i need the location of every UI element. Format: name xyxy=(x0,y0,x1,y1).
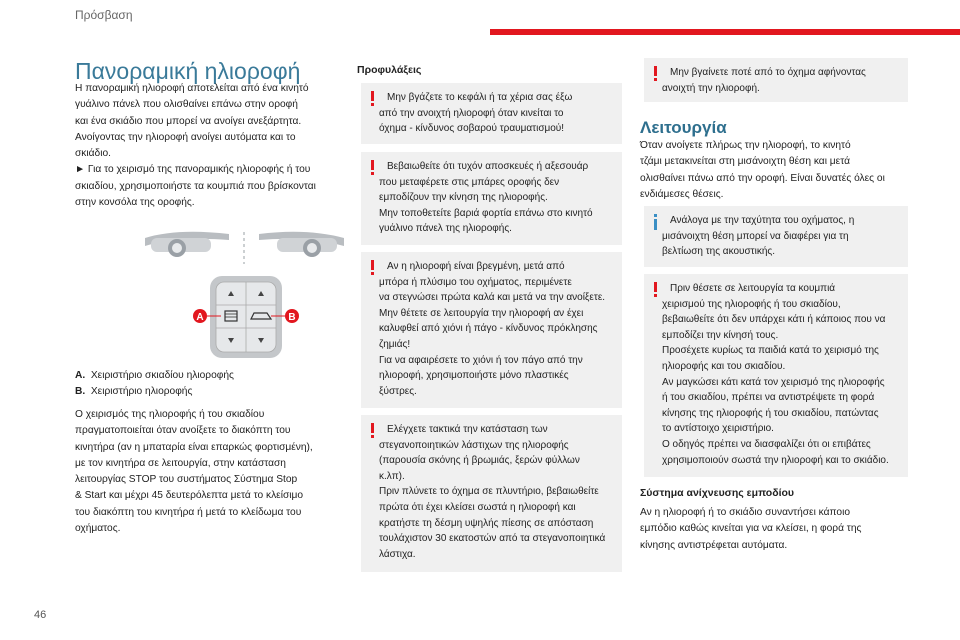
warning-icon xyxy=(371,423,375,437)
warning-box-4: Ελέγχετε τακτικά την κατάσταση των στεγανοποιητικών λάστιχων της ηλιοροφής (παρουσία σκόνης ή βρωμιάς, ξερών φύλλων κ.λπ). Πριν πλύνετε το όχημα σε πλυντήριο, βεβαιωθείτε πρώτα ότι έχει κλείσει σωστά η ηλιοροφή και κρατήστε τη δέσμη υψηλής πίεσης σε απόσταση τουλάχιστον 30 εκατοστών από τα στεγανοποιητικά λάστιχα. xyxy=(361,415,622,572)
header-accent-bar xyxy=(490,29,960,35)
obstacle-paragraph: Αν η ηλιοροφή ή το σκιάδιο συναντήσει κάποιο εμπόδιο καθώς κινείται για να κλείσει, η φορά της κίνησης αντιστρέφεται αυτόματα. xyxy=(640,507,862,551)
page-number: 46 xyxy=(34,609,47,621)
warning-box-top: Μην βγαίνετε ποτέ από το όχημα αφήνοντας ανοιχτή την ηλιοροφή. xyxy=(644,58,908,102)
warning-box-bottom: Πριν θέσετε σε λειτουργία τα κουμπιά χειρισμού της ηλιοροφής ή του σκιαδίου, βεβαιωθείτε ότι δεν υπάρχει κάτι ή κάποιος που να εμποδίζει την κίνησή τους. Προσέχετε κυρίως τα παιδιά κατά το χειρισμό της ηλιοροφής και του σκιαδίου. Αν μαγκώσει κάτι κατά τον χειρισμό της ηλιοροφής ή του σκιαδίου, πρέπει να αντιστρέψετε τη φορά κίνησης της ηλιοροφής ή του σκιαδίου, πατώντας το αντίστοιχο χειριστήριο. Ο οδηγός πρέπει να διασφαλίζει ότι οι επιβάτες χρησιμοποιούν σωστά την ηλιοροφή και το σκιάδιο. xyxy=(644,274,908,477)
legend-a-key: A. xyxy=(75,370,86,381)
callout-legend xyxy=(75,368,335,400)
precautions-heading: Προφυλάξεις xyxy=(357,64,422,76)
obstacle-heading: Σύστημα ανίχνευσης εμποδίου xyxy=(640,487,795,499)
info-box: Ανάλογα με την ταχύτητα του οχήματος, η μισάνοιχτη θέση μπορεί να διαφέρει για τη βελτίωση της ακουστικής. xyxy=(644,206,908,267)
callout-a-label: A xyxy=(196,312,204,323)
sunroof-open-icon xyxy=(145,232,229,257)
warning-box-2: Βεβαιωθείτε ότι τυχόν αποσκευές ή αξεσουάρ που μεταφέρετε στις μπάρες οροφής δεν εμποδίζουν την κίνηση της ηλιοροφής. Μην τοποθετείτε βαριά φορτία επάνω στο κινητό γυάλινο πάνελ της ηλιοροφής. xyxy=(361,152,622,245)
operation-paragraph: Ο χειρισμός της ηλιοροφής ή του σκιαδίου πραγματοποιείται όταν ανοίξετε το διακόπτη του κινητήρα (αν η μπαταρία είναι επαρκώς φορτισμένη), με τον κινητήρα σε λειτουργία, στην κατάσταση λειτουργίας STOP του συστήματος Σύστημα Stop & Start και μέχρι 45 δευτερόλεπτα μετά το κλείσιμο του διακόπτη του κινητήρα ή μετά το κλείδωμα του οχήματος. xyxy=(75,409,313,535)
legend-a-text: Χειριστήριο σκιαδίου ηλιοροφής xyxy=(90,370,234,381)
section-header: Πρόσβαση xyxy=(75,8,133,22)
warning-icon xyxy=(654,282,658,296)
info-icon xyxy=(654,214,658,228)
operation-heading: Λειτουργία xyxy=(640,118,727,137)
operation-intro: Όταν ανοίγετε πλήρως την ηλιοροφή, το κινητό τζάμι μετακινείται στη μισάνοιχτη θέση και μετά ολισθαίνει πάνω από την οροφή. Είναι δυνατές όλες οι ενδιάμεσες θέσεις. xyxy=(640,140,885,200)
warning-box-3: Αν η ηλιοροφή είναι βρεγμένη, μετά από μπόρα ή πλύσιμο του οχήματος, περιμένετε να στεγνώσει πρώτα καλά και μετά να την ανοίξετε. Μην θέτετε σε λειτουργία την ηλιοροφή αν έχει καλυφθεί από χιόνι ή πάγο - κίνδυνος πρόκλησης ζημιάς! Για να αφαιρέσετε το χιόνι ή τον πάγο από την ηλιοροφή, χρησιμοποιήστε μόνο πλαστικές ξύστρες. xyxy=(361,252,622,408)
warning-box-1: Μην βγάζετε το κεφάλι ή τα χέρια σας έξω από την ανοιχτή ηλιοροφή όταν κινείται το όχημα - κίνδυνος σοβαρού τραυματισμού! xyxy=(361,83,622,144)
legend-b-key: B. xyxy=(75,386,86,397)
page-title: Πανοραμική ηλιοροφή xyxy=(75,58,301,84)
intro-paragraph: Η πανοραμική ηλιοροφή αποτελείται από ένα κινητό γυάλινο πάνελ που ολισθαίνει επάνω στην οροφή και ένα σκιάδιο που μπορεί να ανοίγει ανεξάρτητα. Ανοίγοντας την ηλιοροφή ανοίγει αυτόματα και το σκιάδιο. ► Για το χειρισμό της πανοραμικής ηλιοροφής ή του σκιαδίου, χρησιμοποιήστε τα κουμπιά που βρίσκονται στην κονσόλα της οροφής. xyxy=(75,83,316,209)
callout-b-label: B xyxy=(288,312,296,323)
roof-console-illustration xyxy=(137,224,352,364)
warning-icon xyxy=(371,160,375,174)
control-panel xyxy=(210,276,282,358)
warning-icon xyxy=(371,260,375,274)
warning-icon xyxy=(371,91,375,105)
warning-icon xyxy=(654,66,658,80)
sunroof-closed-icon xyxy=(259,232,344,257)
legend-b-text: Χειριστήριο ηλιοροφής xyxy=(90,386,193,397)
